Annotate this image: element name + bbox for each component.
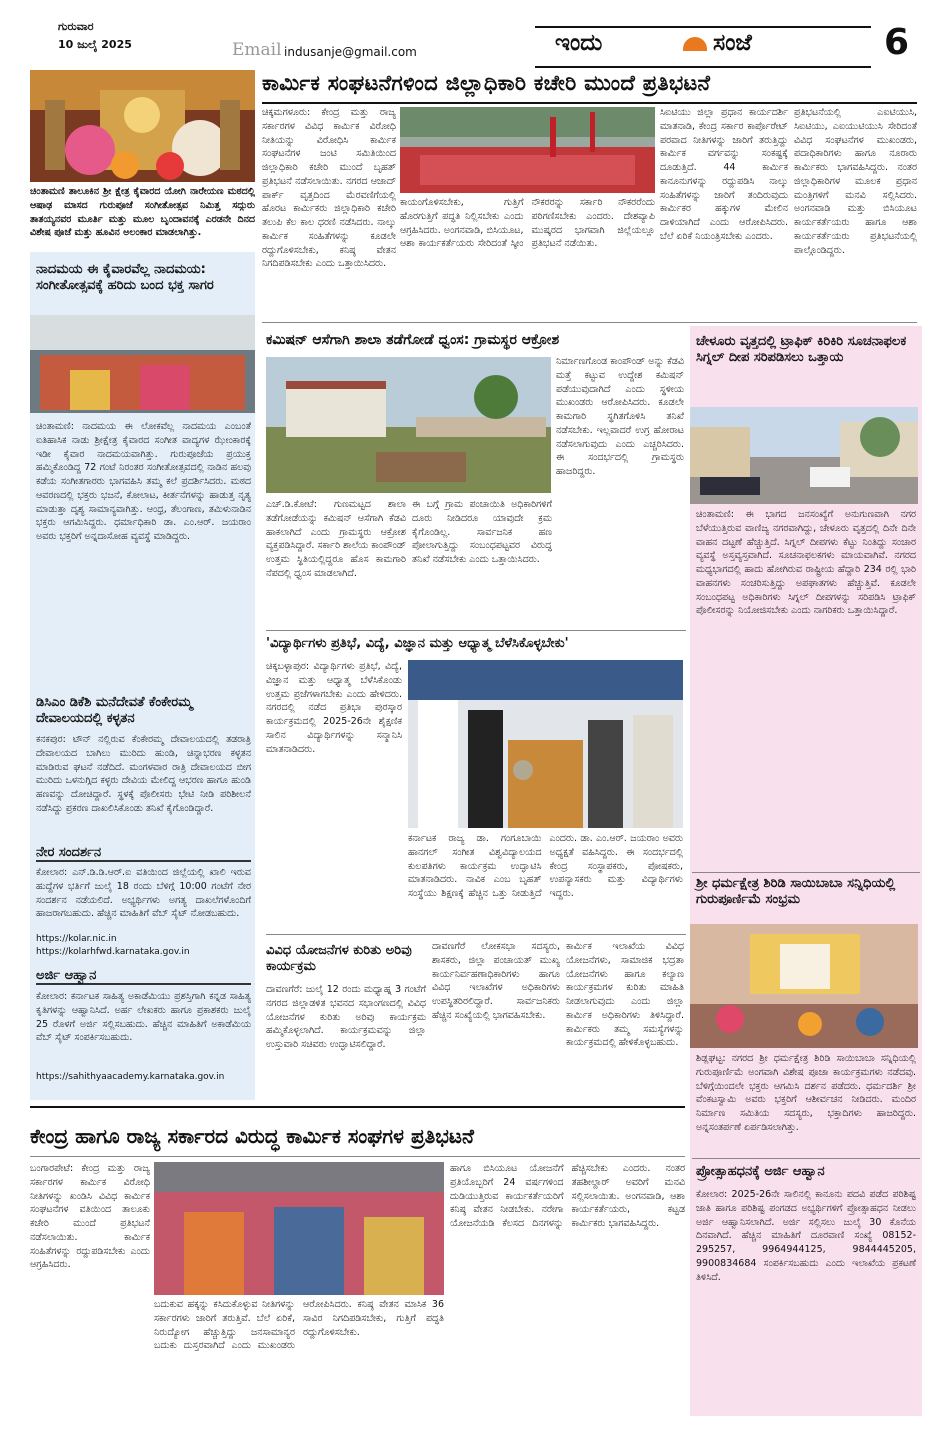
yojane-col2: ದಾವಣಗೆರೆ ಲೋಕಸಭಾ ಸದಸ್ಯರು, ಶಾಸಕರು, ಜಿಲ್ಲಾ ಪಂಚಾಯತ್ ಮುಖ್ಯ ಕಾರ್ಯನಿರ್ವಹಣಾಧಿಕಾರಿಗಳು ಹಾಗೂ ವಿವಿಧ ಇಲಾಖೆಗಳ ಅಧಿಕಾರಿಗಳು ಉಪಸ್ಥಿತರಿರಲಿದ್ದಾರೆ. ಸಾರ್ವಜನಿಕರು ಹೆಚ್ಚಿನ ಸಂಖ್ಯೆಯಲ್ಲಿ ಭಾಗವಹಿಸಬೇಕು. (432, 941, 560, 1021)
protsaha-body: ಕೋಲಾರ: 2025-26ನೇ ಸಾಲಿನಲ್ಲಿ ಕಾನೂನು ಪದವಿ ಪಡೆದ ಪರಿಶಿಷ್ಟ ಜಾತಿ ಹಾಗೂ ಪರಿಶಿಷ್ಟ ಪಂಗಡದ ಅಭ್ಯರ್ಥಿಗಳಿಗೆ ಪ್ರೋತ್ಸಾಹಧನ ನೀಡಲು ಅರ್ಜಿ ಆಹ್ವಾನಿಸಲಾಗಿದೆ. ಅರ್ಜಿ ಸಲ್ಲಿಸಲು ಜುಲೈ 30 ಕೊನೆಯ ದಿನವಾಗಿದೆ. ಹೆಚ್ಚಿನ ಮಾಹಿತಿಗೆ ದೂರವಾಣಿ ಸಂಖ್ಯೆ 08152-295257, 9964944125, 9844445205, 9900834684 ಸಂಪರ್ಕಿಸಬಹುದು ಎಂದು ಇಲಾಖೆಯ ಪ್ರಕಟಣೆ ತಿಳಿಸಿದೆ. (696, 1189, 916, 1283)
dkshi-body: ಕನಕಪುರ: ಟೌನ್ ನಲ್ಲಿರುವ ಕೆಂಕೇರಮ್ಮ ದೇವಾಲಯದಲ್ಲಿ ತಡರಾತ್ರಿ ದೇವಾಲಯದ ಬಾಗಿಲು ಮುರಿದು ಹುಂಡಿ, ಚಿನ್ನಾಭರಣ ಕಳ್ಳತನ ಮಾಡಿರುವ ಘಟನೆ ನಡೆದಿದೆ. ಮಂಗಳವಾರ ರಾತ್ರಿ ದೇವಾಲಯದ ಬೀಗ ಮುರಿದು ಒಳನುಗ್ಗಿದ ಕಳ್ಳರು ದೇವಿಯ ಮೇಲಿದ್ದ ಆಭರಣ ಹಾಗೂ ಹುಂಡಿ ಹಣವನ್ನು ದೋಚಿದ್ದಾರೆ. ಸ್ಥಳಕ್ಕೆ ಪೊಲೀಸರು ಭೇಟಿ ನೀಡಿ ಪರಿಶೀಲನೆ ನಡೆಸಿದ್ದು ಪ್ರಕರಣ ದಾಖಲಿಸಿಕೊಂಡು ತನಿಖೆ ಕೈಗೊಂಡಿದ್ದಾರೆ. (36, 734, 251, 814)
sai-body: ಶಿಡ್ಲಘಟ್ಟ: ನಗರದ ಶ್ರೀ ಧರ್ಮಕ್ಷೇತ್ರ ಶಿರಿಡಿ ಸಾಯಿಬಾಬಾ ಸನ್ನಿಧಿಯಲ್ಲಿ ಗುರುಪೂರ್ಣಿಮೆ ಅಂಗವಾಗಿ ವಿಶೇಷ ಪೂಜಾ ಕಾರ್ಯಕ್ರಮಗಳು ನಡೆದವು. ಬೆಳಿಗ್ಗೆಯಿಂದಲೇ ಭಕ್ತರು ಆಗಮಿಸಿ ದರ್ಶನ ಪಡೆದರು. ಧರ್ಮದರ್ಶಿ ಶ್ರೀ ವೆಂಕಟಸ್ವಾಮಿ ಅವರು ಭಕ್ತರಿಗೆ ಆಶೀರ್ವಚನ ನೀಡಿದರು. ಮಂದಿರ ನಿರ್ಮಾಣ ಸಮಿತಿಯ ಸದಸ್ಯರು, ಭಕ್ತಾದಿಗಳು ಹಾಜರಿದ್ದರು. ಅನ್ನಸಂತರ್ಪಣೆ ಏರ್ಪಡಿಸಲಾಗಿತ್ತು. (696, 1053, 916, 1133)
temple-photo (30, 70, 255, 182)
commission-headline: ಕಮಿಷನ್ ಆಸೆಗಾಗಿ ಶಾಲಾ ತಡೆಗೋಡೆ ಧ್ವಂಸ: ಗ್ರಾಮಸ್ಥರ ಆಕ್ರೋಶ (266, 332, 560, 348)
bottom-col1: ಬಂಗಾರಪೇಟೆ: ಕೇಂದ್ರ ಮತ್ತು ರಾಜ್ಯ ಸರ್ಕಾರಗಳ ಕಾರ್ಮಿಕ ವಿರೋಧಿ ನೀತಿಗಳನ್ನು ಖಂಡಿಸಿ ವಿವಿಧ ಕಾರ್ಮಿಕ ಸಂಘಟನೆಗಳ ವತಿಯಿಂದ ತಾಲೂಕು ಕಚೇರಿ ಮುಂದೆ ಪ್ರತಿಭಟನೆ ನಡೆಸಲಾಯಿತು. ಕಾರ್ಮಿಕ ಸಂಹಿತೆಗಳನ್ನು ರದ್ದುಪಡಿಸಬೇಕು ಎಂದು ಆಗ್ರಹಿಸಿದರು. (30, 1163, 150, 1271)
temple-photo-caption: ಚಿಂತಾಮಣಿ ತಾಲೂಕಿನ ಶ್ರೀ ಕ್ಷೇತ್ರ ಕೈವಾರದ ಯೋಗಿ ನಾರೇಯಣ ಮಠದಲ್ಲಿ ಆಷಾಢ ಮಾಸದ ಗುರುಪೂಜೆ ಸಂಗೀತೋತ್ಸವ ನಿಮಿತ್ತ ಸದ್ಗುರು ತಾತಯ್ಯನವರ ಮೂರ್ತಿ ಮತ್ತು ಮೂಲ ಬೃಂದಾವನಕ್ಕೆ ಎರಡನೇ ದಿನದ ವಿಶೇಷ ಪೂಜೆ ಮತ್ತು ಹೂವಿನ ಅಲಂಕಾರ ಮಾಡಲಾಗಿತ್ತು. (30, 186, 255, 239)
bottom-headline: ಕೇಂದ್ರ ಹಾಗೂ ರಾಜ್ಯ ಸರ್ಕಾರದ ವಿರುದ್ಧ ಕಾರ್ಮಿಕ ಸಂಘಗಳ ಪ್ರತಿಭಟನೆ (30, 1124, 474, 1148)
vidyarthi-col1: ಚಿಕ್ಕಬಳ್ಳಾಪುರ: ವಿದ್ಯಾರ್ಥಿಗಳು ಪ್ರತಿಭೆ, ವಿದ್ಯೆ, ವಿಜ್ಞಾನ ಮತ್ತು ಆಧ್ಯಾತ್ಮ ಬೆಳೆಸಿಕೊಂಡು ಉತ್ತಮ ಪ್ರಜೆಗಳಾಗಬೇಕು ಎಂದು ಹೇಳಿದರು. ನಗರದಲ್ಲಿ ನಡೆದ ಪ್ರತಿಭಾ ಪುರಸ್ಕಾರ ಕಾರ್ಯಕ್ರಮದಲ್ಲಿ 2025-26ನೇ ಶೈಕ್ಷಣಿಕ ಸಾಲಿನ ವಿದ್ಯಾರ್ಥಿಗಳನ್ನು ಸನ್ಮಾನಿಸಿ ಮಾತನಾಡಿದರು. (266, 661, 402, 755)
sai-temple-photo (690, 924, 918, 1048)
masthead (0, 0, 945, 66)
bottom-col3: ಹಾಗೂ ಬಿಸಿಯೂಟ ಯೋಜನೆಗೆ ಪ್ರತಿಯೊಬ್ಬರಿಗೆ 24 ವರ್ಷಗಳಿಂದ ದುಡಿಯುತ್ತಿರುವ ಕಾರ್ಯಕರ್ತೆಯರಿಗೆ ಕನಿಷ್ಠ ವೇತನ ನೀಡಬೇಕು. ನರೇಗಾ ಯೋಜನೆಯಡಿ ಕೆಲಸದ ದಿನಗಳನ್ನು ಹೆಚ್ಚಿಸಬೇಕು ಎಂದರು. ನಂತರ ತಹಶೀಲ್ದಾರ್ ಅವರಿಗೆ ಮನವಿ ಸಲ್ಲಿಸಲಾಯಿತು. ಅಂಗನವಾಡಿ, ಆಶಾ ಕಾರ್ಯಕರ್ತೆಯರು, ಕಟ್ಟಡ ಕಾರ್ಮಿಕರು ಭಾಗವಹಿಸಿದ್ದರು. (450, 1163, 685, 1230)
nadamaya-headline: ನಾದಮಯ ಈ ಕೈವಾರವೆಲ್ಲ ನಾದಮಯ: ಸಂಗೀತೋತ್ಸವಕ್ಕೆ ಹರಿದು ಬಂದ ಭಕ್ತ ಸಾಗರ (36, 262, 214, 294)
article1-col4: ಪ್ರತಿಭಟನೆಯಲ್ಲಿ ಎಐಟಿಯುಸಿ, ಸಿಐಟಿಯು, ಎಐಯುಟಿಯುಸಿ ಸೇರಿದಂತೆ ವಿವಿಧ ಸಂಘಟನೆಗಳ ಮುಖಂಡರು, ಪದಾಧಿಕಾರಿಗಳು ಹಾಗೂ ನೂರಾರು ಕಾರ್ಮಿಕರು ಭಾಗವಹಿಸಿದ್ದರು. ನಂತರ ಜಿಲ್ಲಾಧಿಕಾರಿಗಳ ಮೂಲಕ ಪ್ರಧಾನ ಮಂತ್ರಿಗಳಿಗೆ ಮನವಿ ಸಲ್ಲಿಸಿದರು. ಅಂಗನವಾಡಿ ಮತ್ತು ಬಿಸಿಯೂಟ ಕಾರ್ಯಕರ್ತೆಯರು ಹಾಗೂ ಆಶಾ ಕಾರ್ಯಕರ್ತೆಯರು ಪ್ರತಿಭಟನೆಯಲ್ಲಿ ಪಾಲ್ಗೊಂಡಿದ್ದರು. (794, 107, 917, 256)
masthead-day: ಗುರುವಾರ (58, 20, 94, 33)
article1-col2: ಕಾಯಂಗೊಳಿಸಬೇಕು, ಗುತ್ತಿಗೆ ಹೊರಗುತ್ತಿಗೆ ಪದ್ಧತಿ ನಿಲ್ಲಿಸಬೇಕು ಎಂದು ಆಗ್ರಹಿಸಿದರು. ಅಂಗನವಾಡಿ, ಬಿಸಿಯೂಟ, ಆಶಾ ಕಾರ್ಯಕರ್ತೆಯರು ಸೇರಿದಂತೆ ಸ್ಕೀಂ ನೌಕರರನ್ನು ಸರ್ಕಾರಿ ನೌಕರರೆಂದು ಪರಿಗಣಿಸಬೇಕು ಎಂದರು. ದೇಶವ್ಯಾಪಿ ಮುಷ್ಕರದ ಭಾಗವಾಗಿ ಜಿಲ್ಲೆಯಲ್ಲೂ ಪ್ರತಿಭಟನೆ ನಡೆಯಿತು. (400, 197, 655, 250)
dkshi-headline: ಡಿಸಿಎಂ ಡಿಕೆಶಿ ಮನೆದೇವತೆ ಕೆಂಕೇರಮ್ಮ ದೇವಾಲಯದಲ್ಲಿ ಕಳ್ಳತನ (36, 695, 193, 727)
logo-right-text: ಸಂಜೆ (713, 30, 752, 56)
vidyarthi-col2: ಕರ್ನಾಟಕ ರಾಜ್ಯ ಡಾ. ಗಂಗೂಬಾಯಿ ಹಾನಗಲ್ ಸಂಗೀತ ವಿಶ್ವವಿದ್ಯಾಲಯದ ಕುಲಪತಿಗಳು ಕಾರ್ಯಕ್ರಮ ಉದ್ಘಾಟಿಸಿ ಮಾತನಾಡಿದರು. ನಾವಿಕ ಎಂಬ ಬೃಹತ್ ಸಂಸ್ಥೆಯು ಶಿಕ್ಷಣಕ್ಕೆ ಹೆಚ್ಚಿನ ಒತ್ತು ನೀಡುತ್ತಿದೆ ಎಂದರು. ಡಾ. ಎಂ.ಆರ್. ಜಯರಾಂ ಅವರು ಅಧ್ಯಕ್ಷತೆ ವಹಿಸಿದ್ದರು. ಈ ಸಂದರ್ಭದಲ್ಲಿ ಕೇಂದ್ರ ಸಂಸ್ಥಾಪಕರು, ಪೋಷಕರು, ಉಪನ್ಯಾಸಕರು ಮತ್ತು ವಿದ್ಯಾರ್ಥಿಗಳು ಇದ್ದರು. (408, 833, 683, 900)
school-wall-photo (266, 357, 551, 493)
nera-body: ಕೋಲಾರ: ಎನ್.ಡಿ.ಡಿ.ಆರ್.ಐ ವತಿಯಿಂದ ಜಿಲ್ಲೆಯಲ್ಲಿ ಖಾಲಿ ಇರುವ ಹುದ್ದೆಗಳ ಭರ್ತಿಗೆ ಜುಲೈ 18 ರಂದು ಬೆಳಿಗ್ಗೆ 10:00 ಗಂಟೆಗೆ ನೇರ ಸಂದರ್ಶನ ನಡೆಯಲಿದೆ. ಅಭ್ಯರ್ಥಿಗಳು ಅಗತ್ಯ ದಾಖಲೆಗಳೊಂದಿಗೆ ಹಾಜರಾಗಬಹುದು. ಹೆಚ್ಚಿನ ಮಾಹಿತಿಗೆ ವೆಬ್ ಸೈಟ್ ನೋಡಬಹುದು. (36, 867, 251, 920)
commission-col1: ಎಚ್.ಡಿ.ಕೋಟೆ: ಗುಣಮಟ್ಟದ ಶಾಲಾ ತಡೆಗೋಡೆಯನ್ನು ಕಮಿಷನ್ ಆಸೆಗಾಗಿ ಕೆಡವಿ ಹಾಕಲಾಗಿದೆ ಎಂದು ಗ್ರಾಮಸ್ಥರು ಆಕ್ರೋಶ ವ್ಯಕ್ತಪಡಿಸಿದ್ದಾರೆ. ಸರ್ಕಾರಿ ಶಾಲೆಯ ಕಾಂಪೌಂಡ್ ಉತ್ತಮ ಸ್ಥಿತಿಯಲ್ಲಿದ್ದರೂ ಹೊಸ ಕಾಮಗಾರಿ ನೆಪದಲ್ಲಿ ಧ್ವಂಸ ಮಾಡಲಾಗಿದೆ. (266, 499, 406, 579)
email-label: Email (232, 40, 282, 60)
yojane-col3: ಕಾರ್ಮಿಕ ಇಲಾಖೆಯ ವಿವಿಧ ಯೋಜನೆಗಳು, ಸಾಮಾಜಿಕ ಭದ್ರತಾ ಯೋಜನೆಗಳು ಹಾಗೂ ಕಲ್ಯಾಣ ಕಾರ್ಯಕ್ರಮಗಳ ಕುರಿತು ಮಾಹಿತಿ ನೀಡಲಾಗುವುದು ಎಂದು ಜಿಲ್ಲಾ ಕಾರ್ಮಿಕ ಅಧಿಕಾರಿಗಳು ತಿಳಿಸಿದ್ದಾರೆ. ಕಾರ್ಮಿಕರು ತಮ್ಮ ಸಮಸ್ಯೆಗಳನ್ನು ಕಾರ್ಯಕ್ರಮದಲ್ಲಿ ಹೇಳಿಕೊಳ್ಳಬಹುದು. (566, 941, 684, 1049)
protest-photo (400, 107, 655, 193)
traffic-headline: ಚೇಳೂರು ವೃತ್ತದಲ್ಲಿ ಟ್ರಾಫಿಕ್ ಕಿರಿಕಿರಿ ಸೂಚನಾಫಲಕ ಸಿಗ್ನಲ್ ದೀಪ ಸರಿಪಡಿಸಲು ಒತ್ತಾಯ (696, 334, 907, 366)
arji-headline: ಅರ್ಜಿ ಆಹ್ವಾನ (36, 968, 251, 985)
article1-col3: ಸಿಐಟಿಯು ಜಿಲ್ಲಾ ಪ್ರಧಾನ ಕಾರ್ಯದರ್ಶಿ ಮಾತನಾಡಿ, ಕೇಂದ್ರ ಸರ್ಕಾರ ಕಾರ್ಪೊರೇಟ್ ಪರವಾದ ನೀತಿಗಳನ್ನು ಜಾರಿಗೆ ತರುತ್ತಿದ್ದು ಕಾರ್ಮಿಕ ವರ್ಗವನ್ನು ಸಂಕಷ್ಟಕ್ಕೆ ದೂಡುತ್ತಿದೆ. 44 ಕಾರ್ಮಿಕ ಕಾನೂನುಗಳನ್ನು ರದ್ದುಪಡಿಸಿ ನಾಲ್ಕು ಸಂಹಿತೆಗಳನ್ನು ಜಾರಿಗೆ ತಂದಿರುವುದು ಕಾರ್ಮಿಕರ ಹಕ್ಕುಗಳ ಮೇಲಿನ ದಾಳಿಯಾಗಿದೆ ಎಂದು ಆರೋಪಿಸಿದರು. ಬೆಲೆ ಏರಿಕೆ ನಿಯಂತ್ರಿಸಬೇಕು ಎಂದರು. (660, 107, 788, 242)
masthead-date: 10 ಜುಲೈ 2025 (58, 38, 132, 51)
nera-link-1[interactable]: https://kolar.nic.in (36, 934, 117, 944)
page-number: 6 (884, 22, 910, 63)
nadamaya-body: ಚಿಂತಾಮಣಿ: ನಾದಮಯ ಈ ಲೋಕವೆಲ್ಲ ನಾದಮಯ ಎಂಬಂತೆ ಐತಿಹಾಸಿಕ ನಾಡು ಶ್ರೀಕ್ಷೇತ್ರ ಕೈವಾರದ ಸಂಗೀತ ವಾದ್ಯಗಳ ಝೇಂಕಾರಕ್ಕೆ ಇಡೀ ಕೈವಾರ ನಾದಮಯವಾಗಿತ್ತು. ಗುರುಪೂಜೆಯ ಪ್ರಯುಕ್ತ ಹಮ್ಮಿಕೊಂಡಿದ್ದ 72 ಗಂಟೆ ನಿರಂತರ ಸಂಗೀತೋತ್ಸವದಲ್ಲಿ ನಾಡಿನ ಹಲವು ಕಡೆಯ ಸಂಗೀತಗಾರರು ಭಾಗವಹಿಸಿ ತಮ್ಮ ಕಲೆ ಪ್ರದರ್ಶಿಸಿದರು. ಮಠದ ಆವರಣದಲ್ಲಿ ಭಕ್ತರು ಭಜನೆ, ಕೋಲಾಟ, ಕೀರ್ತನೆಗಳನ್ನು ಹಾಡುತ್ತ ನೃತ್ಯ ಮಾಡುತ್ತಾ ದೃಶ್ಯ ಸಾಮಾನ್ಯವಾಗಿತ್ತು. ಆಂಧ್ರ, ತೆಲಂಗಾಣ, ತಮಿಳುನಾಡಿನ ಭಕ್ತರು ಆಗಮಿಸಿದ್ದರು. ಧರ್ಮಾಧಿಕಾರಿ ಡಾ. ಎಂ.ಆರ್. ಜಯರಾಂ ಅವರು ಭಕ್ತರಿಗೆ ಅನ್ನದಾಸೋಹ ವ್ಯವಸ್ಥೆ ಮಾಡಿದ್ದರು. (36, 421, 251, 543)
arji-link[interactable]: https://sahithyaacademy.karnataka.gov.in (36, 1072, 225, 1082)
bottom-col2: ಬದುಕುವ ಹಕ್ಕನ್ನು ಕಸಿದುಕೊಳ್ಳುವ ನೀತಿಗಳನ್ನು ಸರ್ಕಾರಗಳು ಜಾರಿಗೆ ತರುತ್ತಿವೆ. ಬೆಲೆ ಏರಿಕೆ, ನಿರುದ್ಯೋಗ ಹೆಚ್ಚುತ್ತಿದ್ದು ಜನಸಾಮಾನ್ಯರ ಬದುಕು ದುಸ್ತರವಾಗಿದೆ ಎಂದು ಮುಖಂಡರು ಆರೋಪಿಸಿದರು. ಕನಿಷ್ಠ ವೇತನ ಮಾಸಿಕ 36 ಸಾವಿರ ನಿಗದಿಪಡಿಸಬೇಕು, ಗುತ್ತಿಗೆ ಪದ್ಧತಿ ರದ್ದುಗೊಳಿಸಬೇಕು. (154, 1299, 444, 1352)
commission-col2: ಈ ಬಗ್ಗೆ ಗ್ರಾಮ ಪಂಚಾಯಿತಿ ಅಧಿಕಾರಿಗಳಿಗೆ ದೂರು ನೀಡಿದರೂ ಯಾವುದೇ ಕ್ರಮ ಕೈಗೊಂಡಿಲ್ಲ. ಸಾರ್ವಜನಿಕ ಹಣ ಪೋಲಾಗುತ್ತಿದ್ದು ಸಂಬಂಧಪಟ್ಟವರ ವಿರುದ್ಧ ತನಿಖೆ ನಡೆಸಬೇಕು ಎಂದು ಒತ್ತಾಯಿಸಿದರು. (412, 499, 552, 566)
protsaha-headline: ಪ್ರೋತ್ಸಾಹಧನಕ್ಕೆ ಅರ್ಜಿ ಆಹ್ವಾನ (696, 1164, 825, 1179)
arji-body: ಕೋಲಾರ: ಕರ್ನಾಟಕ ಸಾಹಿತ್ಯ ಅಕಾಡೆಮಿಯು ಪ್ರಶಸ್ತಿಗಾಗಿ ಕನ್ನಡ ಸಾಹಿತ್ಯ ಕೃತಿಗಳನ್ನು ಆಹ್ವಾನಿಸಿದೆ. ಅರ್ಹ ಲೇಖಕರು ಹಾಗೂ ಪ್ರಕಾಶಕರು ಜುಲೈ 25 ರೊಳಗೆ ಅರ್ಜಿ ಸಲ್ಲಿಸಬಹುದು. ಹೆಚ್ಚಿನ ಮಾಹಿತಿಗೆ ಅಕಾಡೆಮಿಯ ವೆಬ್ ಸೈಟ್ ಸಂಪರ್ಕಿಸಬಹುದು. (36, 991, 251, 1044)
yojane-headline: ವಿವಿಧ ಯೋಜನೆಗಳ ಕುರಿತು ಅರಿವು ಕಾರ್ಯಕ್ರಮ (266, 943, 412, 975)
article1-col1: ಚಿಕ್ಕಮಗಳೂರು: ಕೇಂದ್ರ ಮತ್ತು ರಾಜ್ಯ ಸರ್ಕಾರಗಳ ವಿವಿಧ ಕಾರ್ಮಿಕ ವಿರೋಧಿ ನೀತಿಯನ್ನು ವಿರೋಧಿಸಿ ಕಾರ್ಮಿಕ ಸಂಘಟನೆಗಳ ಜಂಟಿ ಸಮಿತಿಯಿಂದ ಜಿಲ್ಲಾಧಿಕಾರಿ ಕಚೇರಿ ಮುಂದೆ ಬೃಹತ್ ಪ್ರತಿಭಟನೆ ನಡೆಸಲಾಯಿತು. ನಗರದ ಆಜಾದ್ ಪಾರ್ಕ್ ವೃತ್ತದಿಂದ ಮೆರವಣಿಗೆಯಲ್ಲಿ ಹೊರಟ ಕಾರ್ಮಿಕರು ಜಿಲ್ಲಾಧಿಕಾರಿ ಕಚೇರಿ ತಲುಪಿ ಕೆಲ ಕಾಲ ಧರಣಿ ನಡೆಸಿದರು. ನಾಲ್ಕು ಕಾರ್ಮಿಕ ಸಂಹಿತೆಗಳನ್ನು ಕೂಡಲೇ ರದ್ದುಗೊಳಿಸಬೇಕು, ಕನಿಷ್ಠ ವೇತನ ನಿಗದಿಪಡಿಸಬೇಕು ಎಂದು ಒತ್ತಾಯಿಸಿದರು. (262, 107, 396, 270)
masthead-logo (535, 26, 871, 68)
email-address[interactable]: indusanje@gmail.com (284, 45, 417, 59)
sai-headline: ಶ್ರೀ ಧರ್ಮಕ್ಷೇತ್ರ ಶಿರಿಡಿ ಸಾಯಿಬಾಬಾ ಸನ್ನಿಧಿಯಲ್ಲಿ ಗುರುಪೂರ್ಣಿಮೆ ಸಂಭ್ರಮ (696, 876, 896, 908)
commission-col3: ನಿರ್ಮಾಣಗೊಂಡ ಕಾಂಪೌಂಡ್ ಅನ್ನು ಕೆಡವಿ ಮತ್ತೆ ಕಟ್ಟುವ ಉದ್ದೇಶ ಕಮಿಷನ್ ಪಡೆಯುವುದಾಗಿದೆ ಎಂದು ಸ್ಥಳೀಯ ಮುಖಂಡರು ಆರೋಪಿಸಿದರು. ಕೂಡಲೇ ಕಾಮಗಾರಿ ಸ್ಥಗಿತಗೊಳಿಸಿ ತನಿಖೆ ನಡೆಸಬೇಕು. ಇಲ್ಲವಾದರೆ ಉಗ್ರ ಹೋರಾಟ ನಡೆಸಲಾಗುವುದು ಎಂದು ಎಚ್ಚರಿಸಿದರು. ಈ ಸಂದರ್ಭದಲ್ಲಿ ಗ್ರಾಮಸ್ಥರು ಹಾಜರಿದ್ದರು. (556, 356, 684, 478)
nera-link-2[interactable]: https://kolarhfwd.karnataka.gov.in (36, 947, 190, 957)
nera-headline: ನೇರ ಸಂದರ್ಶನ (36, 845, 251, 862)
yojane-col1: ದಾವಣಗೆರೆ: ಜುಲೈ 12 ರಂದು ಮಧ್ಯಾಹ್ನ 3 ಗಂಟೆಗೆ ನಗರದ ಜಿಲ್ಲಾಡಳಿತ ಭವನದ ಸಭಾಂಗಣದಲ್ಲಿ ವಿವಿಧ ಯೋಜನೆಗಳ ಕುರಿತು ಅರಿವು ಕಾರ್ಯಕ್ರಮ ಹಮ್ಮಿಕೊಳ್ಳಲಾಗಿದೆ. ಕಾರ್ಯಕ್ರಮವನ್ನು ಜಿಲ್ಲಾ ಉಸ್ತುವಾರಿ ಸಚಿವರು ಉದ್ಘಾಟಿಸಲಿದ್ದಾರೆ. (266, 984, 426, 1051)
award-ceremony-photo (408, 660, 683, 828)
bottom-protest-photo (154, 1162, 444, 1295)
vidyarthi-headline: 'ವಿದ್ಯಾರ್ಥಿಗಳು ಪ್ರತಿಭೆ, ವಿದ್ಯೆ, ವಿಜ್ಞಾನ ಮತ್ತು ಆಧ್ಯಾತ್ಮ ಬೆಳೆಸಿಕೊಳ್ಳಬೇಕು' (266, 636, 569, 651)
traffic-circle-photo (690, 407, 918, 504)
sun-logo-icon (683, 37, 707, 51)
traffic-body: ಚಿಂತಾಮಣಿ: ಈ ಭಾಗದ ಜನಸಂಖ್ಯೆಗೆ ಅನುಗುಣವಾಗಿ ನಗರ ಬೆಳೆಯುತ್ತಿರುವ ವಾಣಿಜ್ಯ ನಗರವಾಗಿದ್ದು, ಚೇಳೂರು ವೃತ್ತದಲ್ಲಿ ದಿನೇ ದಿನೇ ವಾಹನ ದಟ್ಟಣೆ ಹೆಚ್ಚುತ್ತಿದೆ. ಸಿಗ್ನಲ್ ದೀಪಗಳು ಕೆಟ್ಟು ನಿಂತಿದ್ದು ಸಂಚಾರ ವ್ಯವಸ್ಥೆ ಅಸ್ತವ್ಯಸ್ತವಾಗಿದೆ. ಸೂಚನಾಫಲಕಗಳು ಮಾಯವಾಗಿವೆ. ನಗರದ ಮಧ್ಯಭಾಗದಲ್ಲಿ ಹಾದು ಹೋಗಿರುವ ರಾಷ್ಟ್ರೀಯ ಹೆದ್ದಾರಿ 234 ರಲ್ಲಿ ಭಾರಿ ವಾಹನಗಳು ಸಂಚರಿಸುತ್ತಿದ್ದು ಅಪಘಾತಗಳು ಹೆಚ್ಚುತ್ತಿವೆ. ಕೂಡಲೇ ಸಂಬಂಧಪಟ್ಟ ಅಧಿಕಾರಿಗಳು ಸಿಗ್ನಲ್ ದೀಪಗಳನ್ನು ಸರಿಪಡಿಸಿ ಟ್ರಾಫಿಕ್ ಪೊಲೀಸರನ್ನು ನಿಯೋಜಿಸಬೇಕು ಎಂದು ನಾಗರಿಕರು ಒತ್ತಾಯಿಸಿದ್ದಾರೆ. (696, 509, 916, 617)
article1-headline: ಕಾರ್ಮಿಕ ಸಂಘಟನೆಗಳಿಂದ ಜಿಲ್ಲಾಧಿಕಾರಿ ಕಚೇರಿ ಮುಂದೆ ಪ್ರತಿಭಟನೆ (262, 71, 711, 95)
logo-left-text: ಇಂದು (555, 30, 603, 56)
music-festival-photo (30, 315, 255, 413)
